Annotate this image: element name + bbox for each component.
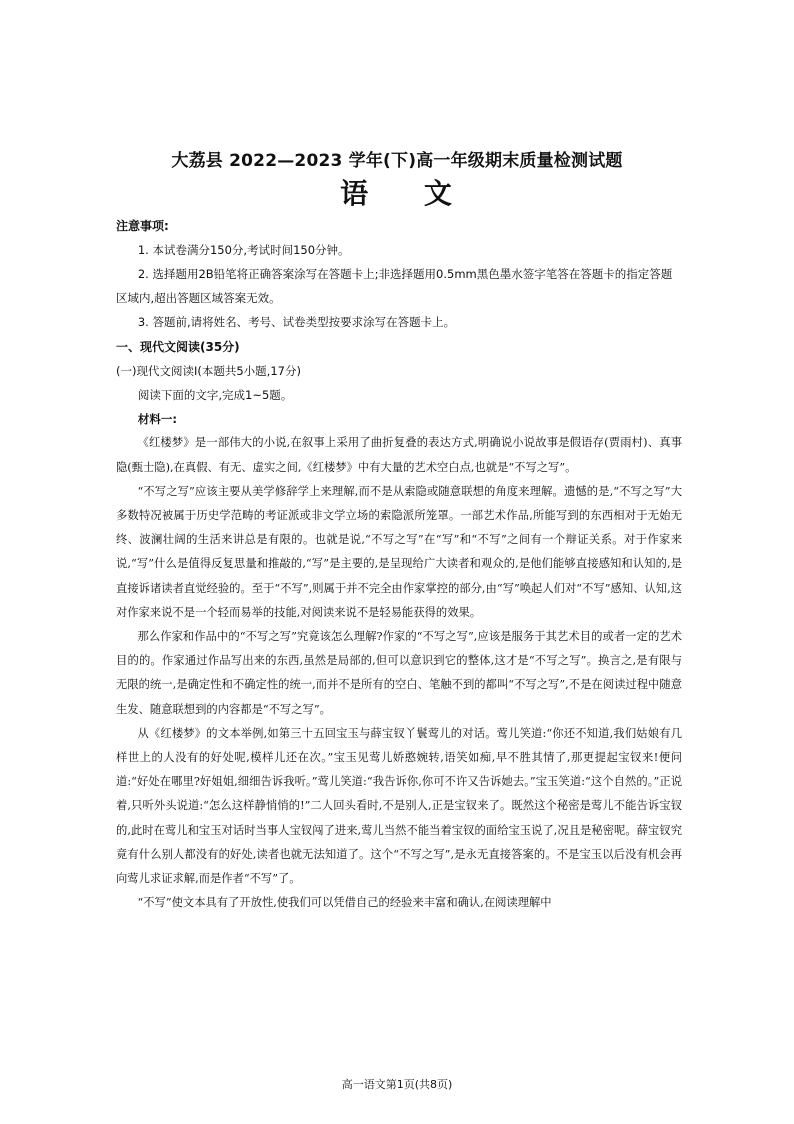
- page-body: [116, 214, 682, 915]
- part-heading: (一)现代文阅读Ⅰ(本题共5小题,17分): [116, 363, 301, 378]
- note-item-1: 1. 本试卷满分150分,考试时间150分钟。: [137, 243, 350, 258]
- page-footer: 高一语文第1页(共8页): [341, 1078, 453, 1091]
- paragraph-4: 从《红楼梦》的文本举例,如第三十五回宝玉与薛宝钗丫鬟莺儿的对话。莺儿笑道:“你还不知道,我们姑娘有几样世上的人没有的好处呢,模样儿还在次。”宝玉见莺儿娇憨婉转,语笑如痴,早不胜其情了,那更提起宝钗来!便问道:“好处在哪里?好姐姐,细细告诉我听。”莺儿笑道:“我告诉你,你可不许又告诉她去。”宝玉笑道:“这个自然的。”正说着,只听外头说道:“怎么这样静悄悄的!”二人回头看时,不是别人,正是宝钗来了。既然这个秘密是莺儿不能告诉宝钗的,此时在莺儿和宝玉对话时当事人宝钗闯了进来,莺儿当然不能当着宝钗的面给宝玉说了,况且是秘密呢。薛宝钗究竟有什么别人都没有的好处,读者也就无法知道了。这个“不写之写”,是永无直接答案的。不是宝玉以后没有机会再向莺儿求证求解,而是作者“不写”了。: [116, 726, 682, 886]
- paragraph-1: 《红楼梦》是一部伟大的小说,在叙事上采用了曲折复叠的表达方式,明确说小说故事是假语存(贾雨村)、真事隐(甄士隐),在真假、有无、虚实之间,《红楼梦》中有大量的艺术空白点,也就是“不写之写”。: [116, 436, 682, 474]
- subject-title: 语 文: [340, 177, 454, 210]
- reading-instruction: 阅读下面的文字,完成1~5题。: [137, 388, 293, 403]
- section-heading: 一、现代文阅读(35分): [116, 339, 240, 354]
- paragraph-3: 那么作家和作品中的“不写之写”究竟该怎么理解?作家的“不写之写”,应该是服务于其艺术目的或者一定的艺术目的的。作家通过作品写出来的东西,虽然是局部的,但可以意识到它的整体,这才是“不写之写”。换言之,是有限与无限的统一,是确定性和不确定性的统一,而并不是所有的空白、笔触不到的都叫“不写之写”,不是在阅读过程中随意生发、随意联想到的内容都是“不写之写”。: [116, 630, 682, 716]
- material-label: 材料一:: [137, 412, 177, 427]
- notes-heading: 注意事项:: [116, 219, 169, 233]
- exam-title: 大荔县 2022—2023 学年(下)高一年级期末质量检测试题: [171, 151, 623, 171]
- note-item-2: 2. 选择题用2B铅笔将正确答案涂写在答题卡上;非选择题用0.5mm黑色墨水签字笔答在答题卡的指定答题区域内,超出答题区域答案无效。: [116, 267, 673, 306]
- paragraph-5: “不写”使文本具有了开放性,使我们可以凭借自己的经验来丰富和确认,在阅读理解中: [137, 896, 552, 910]
- paragraph-2: “不写之写”应该主要从美学修辞学上来理解,而不是从索隐或随意联想的角度来理解。遗憾的是,“不写之写”大多数特况被属于历史学范畴的考证派或非文学立场的索隐派所笼罩。一部艺术作品,所能写到的东西相对于无始无终、波澜壮阔的生活来讲总是有限的。也就是说,“不写之写”在“写”和“不写”之间有一个辩证关系。对于作家来说,“写”什么是值得反复思量和推敲的,“写”是主要的,是呈现给广大读者和观众的,是他们能够直接感知和认知的,是直接诉诸读者直觉经验的。至于“不写”,则属于并不完全由作家掌控的部分,由“写”唤起人们对“不写”感知、认知,这对作家来说不是一个轻而易举的技能,对阅读来说不是轻易能获得的效果。: [116, 484, 682, 619]
- note-item-3: 3. 答题前,请将姓名、考号、试卷类型按要求涂写在答题卡上。: [137, 315, 456, 330]
